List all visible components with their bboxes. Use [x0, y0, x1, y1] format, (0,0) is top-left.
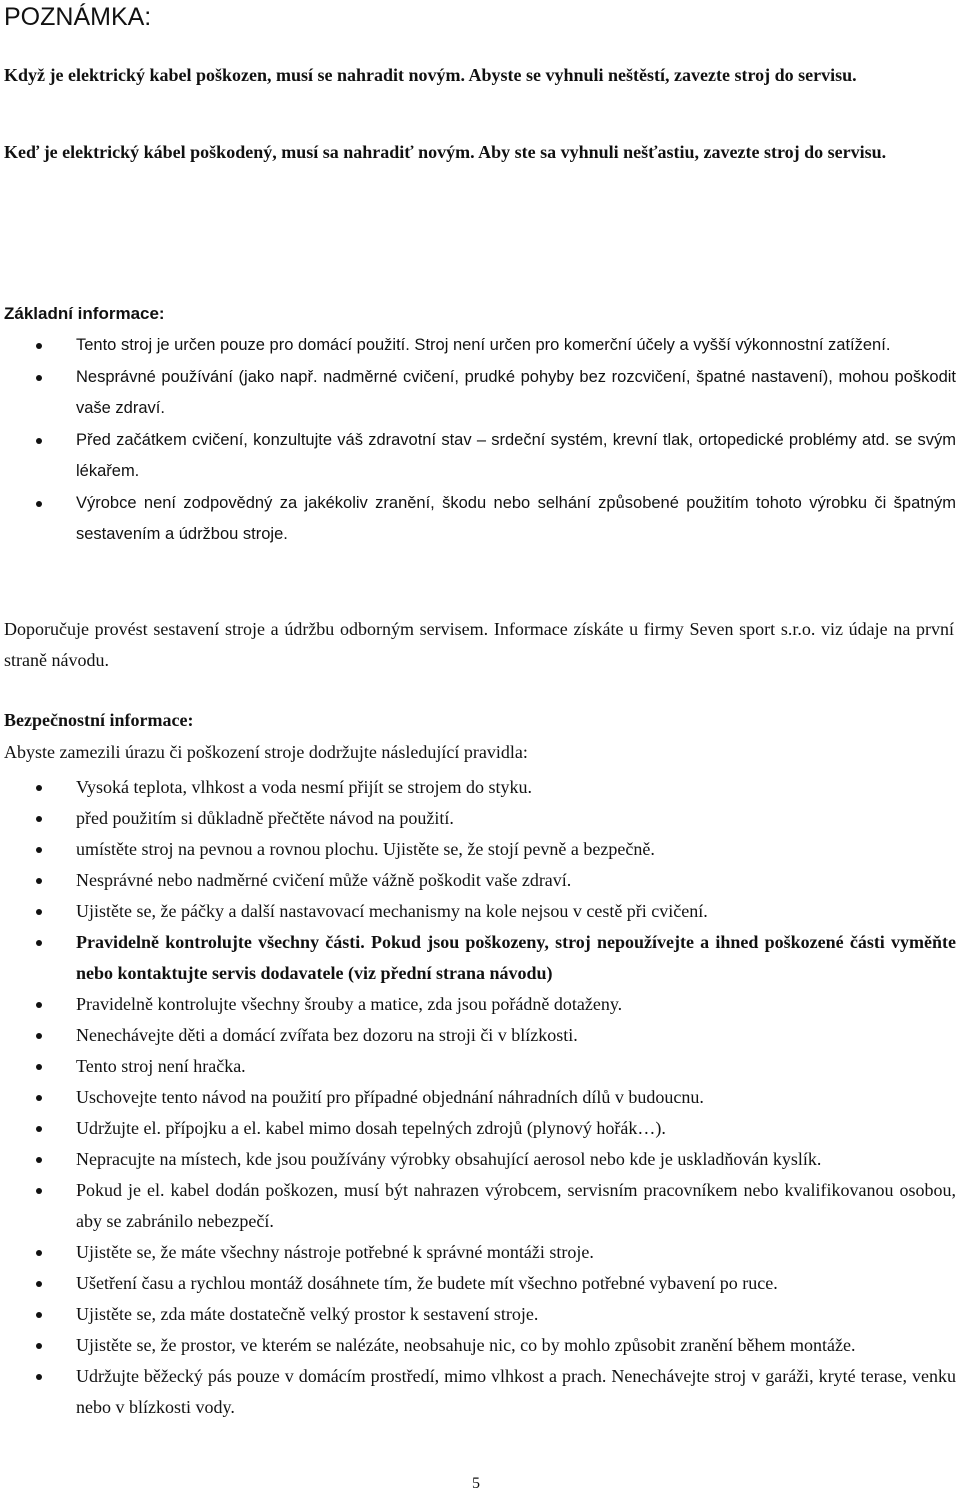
bullet-icon [34, 1299, 44, 1330]
list-item: Tento stroj není hračka. [0, 1051, 960, 1082]
bullet-icon [34, 834, 44, 865]
note-slovak: Keď je elektrický kábel poškodený, musí sa nahradiť novým. Aby ste sa vyhnuli nešťastiu, zavezte stroj do servisu. [4, 142, 887, 162]
bullet-icon [34, 989, 44, 1020]
bullet-icon [34, 896, 44, 927]
bullet-icon [34, 865, 44, 896]
list-item: Ušetření času a rychlou montáž dosáhnete tím, že budete mít všechno potřebné vybavení po ruce. [0, 1268, 960, 1299]
list-item: Ujistěte se, že páčky a další nastavovací mechanismy na kole nejsou v cestě při cvičení. [0, 896, 960, 927]
bullet-icon [34, 362, 44, 393]
list-item: Pokud je el. kabel dodán poškozen, musí být nahrazen výrobcem, servisním pracovníkem nebo kvalifikovanou osobou, aby se zabránilo nebezpečí. [0, 1175, 960, 1237]
list-item: Ujistěte se, zda máte dostatečně velký prostor k sestavení stroje. [0, 1299, 960, 1330]
safety-heading: Bezpečnostní informace: [4, 710, 194, 730]
list-item: Vysoká teplota, vlhkost a voda nesmí přijít se strojem do styku. [0, 772, 960, 803]
bullet-icon [34, 772, 44, 803]
bullet-icon [34, 1268, 44, 1299]
bullet-icon [34, 330, 44, 361]
page-number: 5 [472, 1475, 480, 1492]
service-paragraph: Doporučuje provést sestavení stroje a údržbu odborným servisem. Informace získáte u firmy Seven sport s.r.o. viz údaje na první straně návodu. [4, 619, 954, 670]
basic-info-list [0, 330, 960, 551]
bullet-icon [34, 1113, 44, 1144]
list-item: Nesprávné nebo nadměrné cvičení může vážně poškodit vaše zdraví. [0, 865, 960, 896]
bullet-icon [34, 1330, 44, 1361]
list-item: před použitím si důkladně přečtěte návod na použití. [0, 803, 960, 834]
list-item: Nenechávejte děti a domácí zvířata bez dozoru na stroji či v blízkosti. [0, 1020, 960, 1051]
bullet-icon [34, 425, 44, 456]
list-item: Před začátkem cvičení, konzultujte váš zdravotní stav – srdeční systém, krevní tlak, ortopedické problémy atd. se svým lékařem. [0, 425, 960, 488]
list-item: Udržujte běžecký pás pouze v domácím prostředí, mimo vlhkost a prach. Nenechávejte stroj v garáži, kryté terase, venku nebo v blízkosti vody. [0, 1361, 960, 1423]
note-czech: Když je elektrický kabel poškozen, musí se nahradit novým. Abyste se vyhnuli neštěstí, zavezte stroj do servisu. [4, 65, 857, 85]
list-item: Nepracujte na místech, kde jsou používány výrobky obsahující aerosol nebo kde je uskladňován kyslík. [0, 1144, 960, 1175]
basic-info-heading: Základní informace: [4, 304, 165, 323]
list-item: Tento stroj je určen pouze pro domácí použití. Stroj není určen pro komerční účely a vyšší výkonnostní zatížení. [0, 330, 960, 362]
list-item: Udržujte el. přípojku a el. kabel mimo dosah tepelných zdrojů (plynový hořák…). [0, 1113, 960, 1144]
list-item: Uschovejte tento návod na použití pro případné objednání náhradních dílů v budoucnu. [0, 1082, 960, 1113]
bullet-icon [34, 1144, 44, 1175]
bullet-icon [34, 1175, 44, 1206]
bullet-icon [34, 1051, 44, 1082]
list-item: Výrobce není zodpovědný za jakékoliv zranění, škodu nebo selhání způsobené použitím tohoto výrobku či špatným sestavením a údržbou stroje. [0, 488, 960, 551]
list-item: Pravidelně kontrolujte všechny šrouby a matice, zda jsou pořádně dotaženy. [0, 989, 960, 1020]
safety-list [0, 772, 960, 1423]
note-title: POZNÁMKA: [4, 3, 152, 31]
list-item: Nesprávné používání (jako např. nadměrné cvičení, prudké pohyby bez rozcvičení, špatné nastavení), mohou poškodit vaše zdraví. [0, 362, 960, 425]
bullet-icon [34, 488, 44, 519]
safety-intro: Abyste zamezili úrazu či poškození stroje dodržujte následující pravidla: [4, 742, 528, 762]
bullet-icon [34, 803, 44, 834]
bullet-icon [34, 1237, 44, 1268]
bullet-icon [34, 1361, 44, 1392]
bullet-icon [34, 927, 44, 958]
list-item: umístěte stroj na pevnou a rovnou plochu. Ujistěte se, že stojí pevně a bezpečně. [0, 834, 960, 865]
bullet-icon [34, 1020, 44, 1051]
list-item: Ujistěte se, že máte všechny nástroje potřebné k správné montáži stroje. [0, 1237, 960, 1268]
bullet-icon [34, 1082, 44, 1113]
list-item-bold: Pravidelně kontrolujte všechny části. Pokud jsou poškozeny, stroj nepoužívejte a ihned poškozené části vyměňte nebo kontaktujte servis dodavatele (viz přední strana návodu) [0, 927, 960, 989]
list-item: Ujistěte se, že prostor, ve kterém se nalézáte, neobsahuje nic, co by mohlo způsobit zranění během montáže. [0, 1330, 960, 1361]
